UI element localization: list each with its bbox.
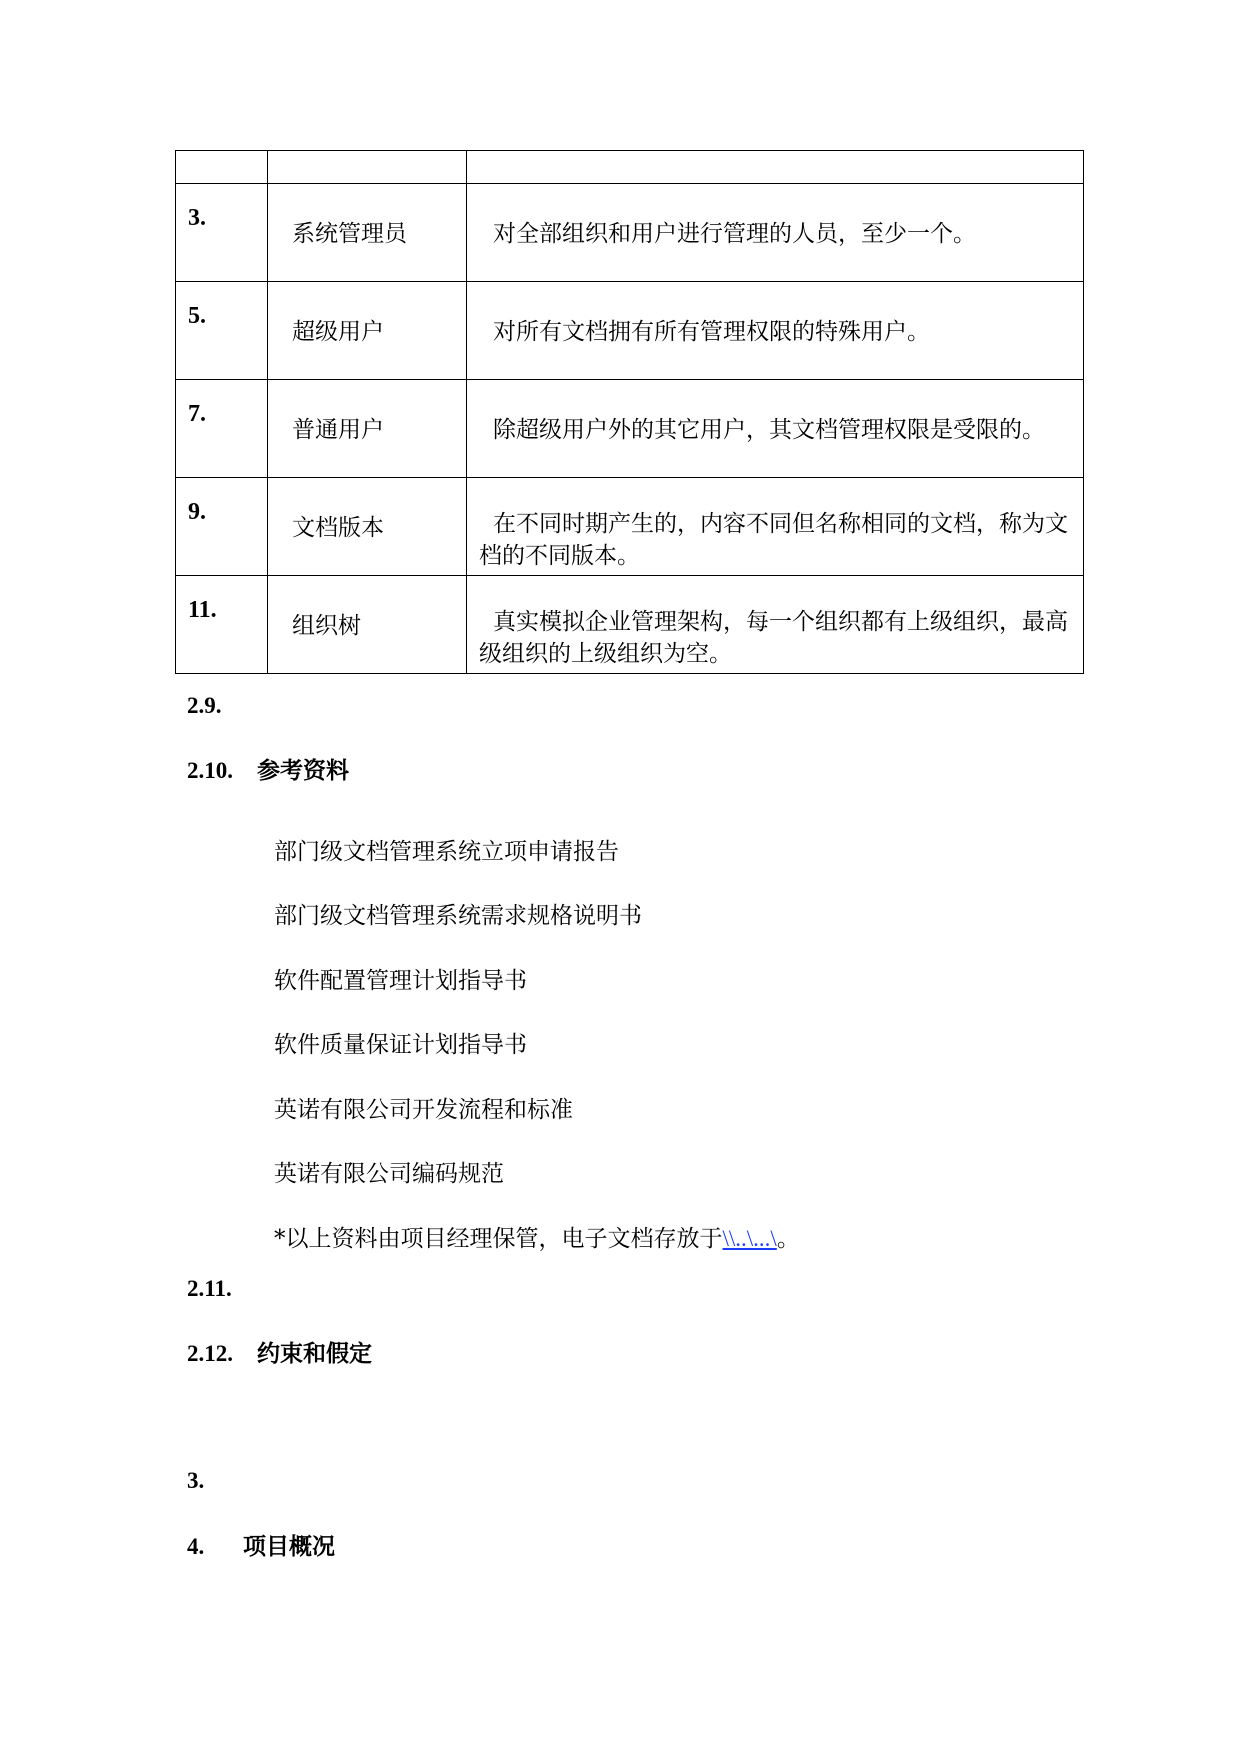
row-number: 5. — [188, 303, 206, 329]
section-title: 参考资料 — [257, 757, 349, 784]
section-heading-2-11 — [187, 1275, 257, 1302]
term-definition: 在不同时期产生的，内容不同但名称相同的文档，称为文档的不同版本。 — [479, 511, 1068, 569]
table-cell — [268, 576, 467, 674]
table-cell — [176, 380, 268, 478]
table-row — [176, 282, 1084, 380]
table-cell — [467, 380, 1084, 478]
table-cell — [176, 151, 268, 184]
terms-table — [175, 150, 1084, 674]
table-cell — [268, 478, 467, 576]
table-cell — [268, 380, 467, 478]
term-name: 系统管理员 — [292, 221, 407, 247]
row-number: 3. — [188, 205, 206, 231]
reference-item: 英诺有限公司编码规范 — [274, 1161, 504, 1187]
section-number: 2.12. — [187, 1341, 233, 1366]
reference-note — [274, 1220, 800, 1253]
note-text: *以上资料由项目经理保管，电子文档存放于 — [274, 1226, 723, 1252]
row-number: 11. — [188, 597, 217, 623]
table-cell — [268, 282, 467, 380]
document-path-link[interactable]: \\..\...\ — [722, 1226, 777, 1251]
table-cell — [176, 184, 268, 282]
table-cell — [176, 576, 268, 674]
row-number: 7. — [188, 401, 206, 427]
term-name: 组织树 — [292, 613, 361, 639]
section-heading-2-12 — [187, 1335, 372, 1368]
table-cell — [467, 184, 1084, 282]
table-row — [176, 380, 1084, 478]
reference-item: 英诺有限公司开发流程和标准 — [274, 1097, 573, 1123]
table-cell — [467, 576, 1084, 674]
reference-item: 部门级文档管理系统立项申请报告 — [274, 839, 619, 865]
section-heading-2-10 — [187, 752, 349, 785]
term-definition: 除超级用户外的其它用户，其文档管理权限是受限的。 — [493, 417, 1045, 443]
table-cell — [176, 478, 268, 576]
table-row — [176, 576, 1084, 674]
section-heading-2-9 — [187, 692, 257, 719]
reference-item: 部门级文档管理系统需求规格说明书 — [274, 903, 642, 929]
table-cell — [176, 282, 268, 380]
table-cell — [268, 151, 467, 184]
section-number: 3. — [187, 1468, 205, 1493]
table-row — [176, 478, 1084, 576]
table-row — [176, 184, 1084, 282]
section-number: 2.10. — [187, 758, 233, 783]
table-header-row — [176, 151, 1084, 184]
section-title: 约束和假定 — [257, 1340, 372, 1367]
section-heading-4 — [187, 1528, 335, 1561]
table-cell — [467, 478, 1084, 576]
term-name: 普通用户 — [292, 417, 384, 443]
table-cell — [467, 282, 1084, 380]
term-definition: 真实模拟企业管理架构，每一个组织都有上级组织，最高级组织的上级组织为空。 — [479, 609, 1068, 667]
note-suffix: 。 — [776, 1226, 800, 1252]
section-title: 项目概况 — [243, 1533, 335, 1560]
term-name: 文档版本 — [292, 515, 384, 541]
term-definition: 对全部组织和用户进行管理的人员，至少一个。 — [493, 221, 976, 247]
section-number: 2.11. — [187, 1276, 232, 1301]
section-number: 4. — [187, 1534, 205, 1559]
term-name: 超级用户 — [292, 319, 384, 345]
section-number: 2.9. — [187, 693, 222, 718]
reference-item: 软件质量保证计划指导书 — [274, 1032, 527, 1058]
term-definition: 对所有文档拥有所有管理权限的特殊用户。 — [493, 319, 930, 345]
row-number: 9. — [188, 499, 206, 525]
table-cell — [467, 151, 1084, 184]
table-cell — [268, 184, 467, 282]
section-heading-3 — [187, 1467, 243, 1494]
reference-item: 软件配置管理计划指导书 — [274, 968, 527, 994]
